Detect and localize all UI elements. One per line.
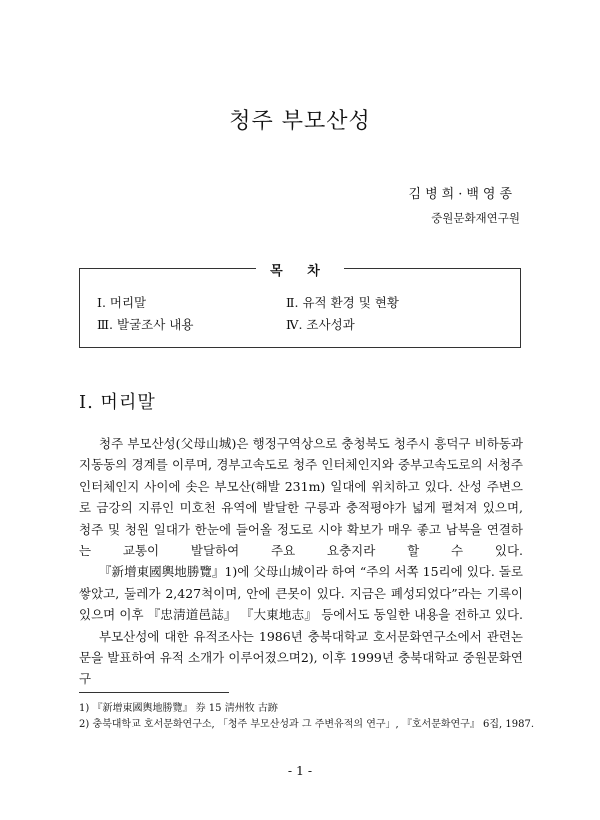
footnote: 2) 충북대학교 호서문화연구소, 「청주 부모산성과 그 주변유적의 연구」, 『호서문화연구』 6집, 1987. xyxy=(79,719,535,730)
section-heading: Ⅰ. 머리말 xyxy=(79,392,156,413)
footnote-divider xyxy=(79,692,229,693)
page-number: - 1 - xyxy=(287,763,313,778)
paragraph: 『新增東國輿地勝覽』1)에 父母山城이라 하여 “주의 서쪽 15리에 있다. 돌로 쌓았고, 둘레가 2,427척이며, 안에 큰못이 있다. 지금은 폐성되었다”라는 기록이 있으며 이후 『忠淸道邑誌』 『大東地志』 등에서도 동일한 내용을 전하고 있다. xyxy=(79,564,523,623)
paragraph: 청주 부모산성(父母山城)은 행정구역상으로 충청북도 청주시 흥덕구 비하동과 지동동의 경계를 이루며, 경부고속도로 청주 인터체인지와 중부고속도로의 서청주 인터체인지 사이에 솟은 부모산(해발 231m) 일대에 위치하고 있다. 산성 주변으로 금강의 지류인 미호천 유역에 발달한 구릉과 충적평야가 넓게 펼쳐져 있으며, 청주 및 청원 일대가 한눈에 들어올 정도로 시야 확보가 매우 좋고 남북을 연결하는 교통이 발달하여 주요 요충지라 할 수 있다. xyxy=(79,436,523,559)
affiliation: 중원문화재연구원 xyxy=(431,211,520,225)
table-of-contents xyxy=(79,264,521,348)
paragraph: 부모산성에 대한 유적조사는 1986년 충북대학교 호서문화연구소에서 관련논문을 발표하여 유적 소개가 이루어졌으며2), 이후 1999년 충북대학교 중원문화연구 xyxy=(79,628,523,687)
toc-item: Ⅲ. 발굴조사 내용 xyxy=(97,317,194,332)
body-text xyxy=(79,433,523,690)
toc-heading-wrap xyxy=(80,260,520,279)
toc-heading: 목 차 xyxy=(256,264,344,279)
toc-item: Ⅳ. 조사성과 xyxy=(286,317,355,332)
authors: 김병희·백영종 xyxy=(408,187,516,202)
toc-item: Ⅰ. 머리말 xyxy=(97,295,147,310)
toc-item: Ⅱ. 유적 환경 및 현황 xyxy=(286,295,399,310)
document-title: 청주 부모산성 xyxy=(229,109,371,134)
footnote: 1) 『新增東國輿地勝覽』 券 15 淸州牧 古跡 xyxy=(79,703,278,714)
